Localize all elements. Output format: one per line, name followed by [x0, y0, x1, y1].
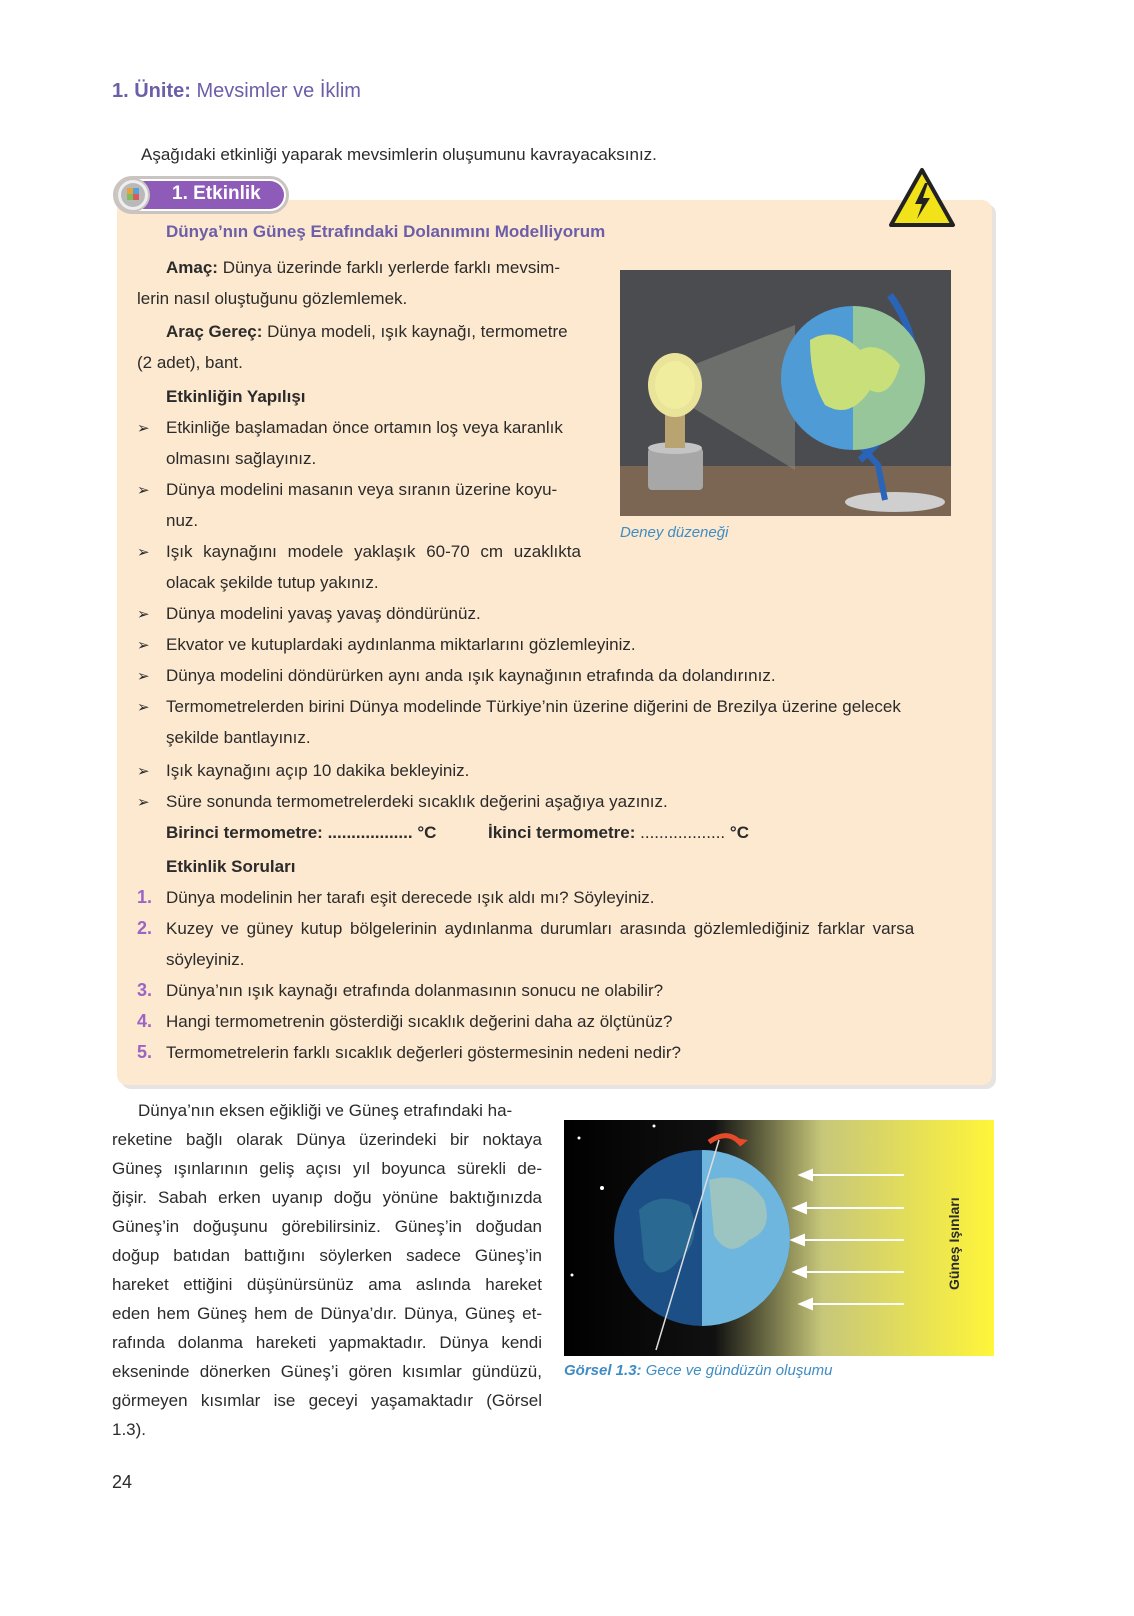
activity-title: Dünya’nın Güneş Etrafındaki Dolanımını Modelliyorum	[166, 222, 606, 241]
body-line: doğup batıdan battığını söylerken sadece Güneş’in	[112, 1246, 542, 1265]
step-7	[137, 691, 901, 723]
step-1-cont: olmasını sağlayınız.	[166, 449, 317, 468]
thermometer-1-line	[166, 817, 436, 848]
question-text: Dünya modelinin her tarafı eşit derecede ışık aldı mı? Söyleyiniz.	[166, 888, 655, 907]
activity-badge-text: 1. Etkinlik	[172, 183, 261, 204]
arrow-bullet-icon: ➢	[137, 420, 150, 437]
step-4	[137, 598, 481, 630]
step-3-cont: olacak şekilde tutup yakınız.	[166, 573, 379, 592]
arrow-bullet-icon: ➢	[137, 668, 150, 685]
aim-line-1	[166, 252, 560, 283]
sun-rays-label	[946, 1260, 1076, 1290]
arrow-bullet-icon: ➢	[137, 763, 150, 780]
question-2	[137, 913, 915, 944]
step-2	[137, 474, 558, 506]
day-night-image	[564, 1120, 994, 1356]
arrow-bullet-icon: ➢	[137, 544, 150, 561]
experiment-setup-image	[620, 270, 951, 516]
step-text: Dünya modelini döndürürken aynı anda ışık kaynağının etrafında da dolandırınız.	[166, 666, 776, 685]
step-text: Dünya modelini yavaş yavaş döndürünüz.	[166, 604, 481, 623]
thermometer-2-unit: °C	[729, 823, 749, 842]
step-6	[137, 660, 776, 692]
arrow-bullet-icon: ➢	[137, 637, 150, 654]
body-line: rafında dolanma hareketi yapmaktadır. Dünya kendi	[112, 1333, 542, 1352]
step-5	[137, 629, 636, 661]
aim-text-1: Dünya üzerinde farklı yerlerde farklı mevsim-	[222, 258, 560, 277]
question-5	[137, 1037, 681, 1068]
unit-label: 1. Ünite:	[112, 80, 191, 102]
body-paragraph	[112, 1096, 542, 1444]
thermometer-1-label: Birinci termometre:	[166, 823, 323, 842]
arrow-bullet-icon: ➢	[137, 794, 150, 811]
figure-caption-text: Gece ve gündüzün oluşumu	[645, 1362, 833, 1379]
question-number: 5.	[137, 1042, 153, 1062]
activity-badge-icon	[116, 178, 150, 212]
body-line: eden hem Güneş hem de Dünya’dır. Dünya, Güneş et-	[112, 1304, 542, 1323]
body-line: ekseninde dönerken Güneş’i gören kısımlar gündüzü,	[112, 1362, 542, 1381]
page-number: 24	[112, 1472, 133, 1492]
step-2-cont: nuz.	[166, 511, 199, 530]
question-text: Hangi termometrenin gösterdiği sıcaklık değerini daha az ölçtünüz?	[166, 1012, 673, 1031]
body-line: 1.3).	[112, 1420, 147, 1439]
thermometer-2-line	[488, 817, 749, 848]
question-number: 1.	[137, 887, 153, 907]
tools-text-1: Dünya modeli, ışık kaynağı, termometre	[267, 322, 568, 341]
question-text: Dünya’nın ışık kaynağı etrafında dolanmasının sonucu ne olabilir?	[166, 981, 664, 1000]
question-number: 4.	[137, 1011, 153, 1031]
step-text: Ekvator ve kutuplardaki aydınlanma miktarlarını gözlemleyiniz.	[166, 635, 636, 654]
thermometer-1-blank: ..................	[327, 823, 413, 842]
body-line: Güneş ışınlarının geliş açısı yıl boyunca sürekli de-	[112, 1159, 542, 1178]
question-2-cont: söyleyiniz.	[166, 950, 245, 969]
aim-label: Amaç:	[166, 258, 218, 277]
question-1	[137, 882, 655, 913]
arrow-bullet-icon: ➢	[137, 606, 150, 623]
step-7-cont: şekilde bantlayınız.	[166, 728, 311, 747]
step-text: Süre sonunda termometrelerdeki sıcaklık değerini aşağıya yazınız.	[166, 792, 668, 811]
body-line: ğişir. Sabah erken uyanıp doğu yönüne baktığınızda	[112, 1188, 542, 1207]
question-number: 3.	[137, 980, 153, 1000]
warning-icon	[888, 167, 956, 229]
figure-caption	[564, 1362, 833, 1379]
unit-header	[112, 80, 361, 103]
step-text: Dünya modelini masanın veya sıranın üzerine koyu-	[166, 480, 558, 499]
step-8	[137, 755, 470, 787]
tools-line-1	[166, 316, 568, 347]
tools-line-2: (2 adet), bant.	[137, 353, 243, 372]
thermometer-1-unit: °C	[417, 823, 437, 842]
figure-label: Görsel 1.3:	[564, 1362, 642, 1379]
thermometer-2-blank: ..................	[640, 823, 726, 842]
question-number: 2.	[137, 918, 153, 938]
step-text: Işık kaynağını açıp 10 dakika bekleyiniz.	[166, 761, 470, 780]
question-4	[137, 1006, 673, 1037]
body-line: görmeyen kısımlar ise geceyi yaşamaktadır (Görsel	[112, 1391, 542, 1410]
arrow-bullet-icon: ➢	[137, 482, 150, 499]
steps-title: Etkinliğin Yapılışı	[166, 387, 306, 406]
step-text: Etkinliğe başlamadan önce ortamın loş veya karanlık	[166, 418, 563, 437]
body-line: Dünya’nın eksen eğikliği ve Güneş etrafındaki ha-	[138, 1101, 513, 1120]
body-line: reketine bağlı olarak Dünya üzerindeki bir noktaya	[112, 1130, 542, 1149]
arrow-bullet-icon: ➢	[137, 699, 150, 716]
question-text: Termometrelerin farklı sıcaklık değerleri göstermesinin nedeni nedir?	[166, 1043, 681, 1062]
intro-text: Aşağıdaki etkinliği yaparak mevsimlerin oluşumunu kavrayacaksınız.	[141, 145, 657, 164]
step-text: Işık kaynağını modele yaklaşık 60-70 cm uzaklıkta	[166, 542, 581, 561]
question-3	[137, 975, 664, 1006]
step-text: Termometrelerden birini Dünya modelinde Türkiye’nin üzerine diğerini de Brezilya üzerine gelecek	[166, 697, 901, 716]
aim-line-2: lerin nasıl oluştuğunu gözlemlemek.	[137, 289, 408, 308]
experiment-caption: Deney düzeneği	[620, 524, 729, 541]
thermometer-2-label: İkinci termometre:	[488, 823, 636, 842]
step-3	[137, 536, 581, 568]
body-line: hareket ettiğini düşünürsünüz ama aslında hareket	[112, 1275, 542, 1294]
unit-title: Mevsimler ve İklim	[196, 80, 361, 102]
tools-label: Araç Gereç:	[166, 322, 263, 341]
question-text: Kuzey ve güney kutup bölgelerinin aydınlanma durumları arasında gözlemlediğiniz farklar varsa	[166, 919, 915, 938]
questions-title: Etkinlik Soruları	[166, 857, 296, 876]
body-line: Güneş’in doğuşunu görebilirsiniz. Güneş’in doğudan	[112, 1217, 542, 1236]
step-9	[137, 786, 668, 818]
step-1	[137, 412, 563, 444]
